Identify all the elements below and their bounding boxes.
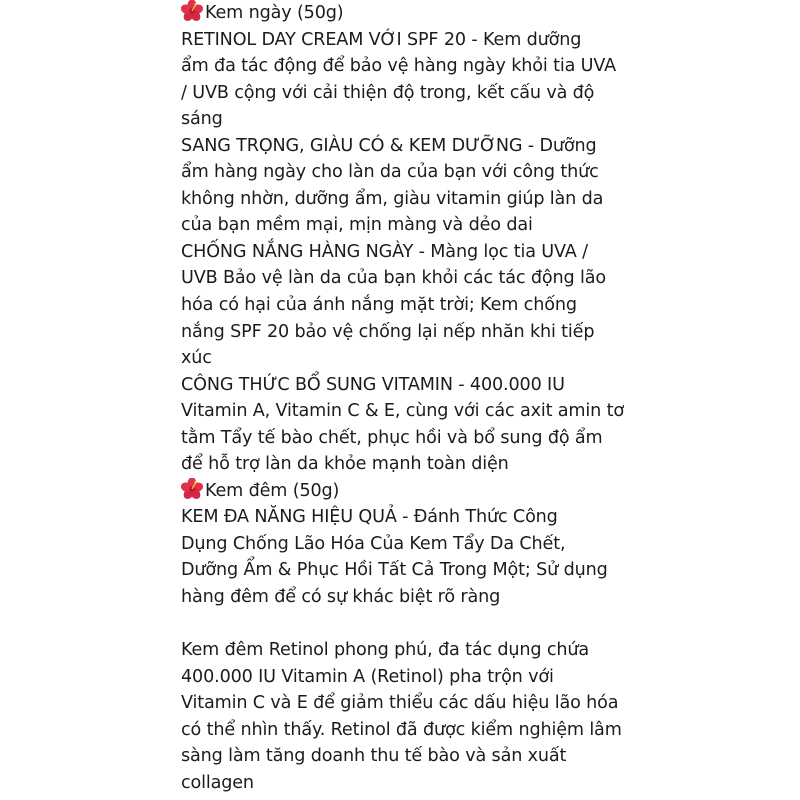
note-text-line bbox=[181, 239, 641, 266]
note-text-line bbox=[181, 27, 641, 54]
note-text-line bbox=[181, 372, 641, 399]
line-text: UVB Bảo vệ làn da của bạn khỏi các tác động lão bbox=[181, 268, 606, 289]
note-text-line bbox=[181, 717, 641, 744]
line-text: hàng đêm để có sự khác biệt rõ ràng bbox=[181, 587, 501, 608]
hibiscus-icon bbox=[181, 478, 203, 500]
note-text-line bbox=[181, 531, 641, 558]
line-text: ẩm hàng ngày cho làn da của bạn với công thức bbox=[181, 162, 599, 183]
line-text: xúc bbox=[181, 348, 212, 369]
line-text: SANG TRỌNG, GIÀU CÓ & KEM DƯỠNG - Dưỡng bbox=[181, 135, 597, 156]
note-text-line bbox=[181, 265, 641, 292]
note-text-line bbox=[181, 611, 641, 638]
note-text-line bbox=[181, 690, 641, 717]
note-text-line bbox=[181, 504, 641, 531]
note-text-line bbox=[181, 664, 641, 691]
line-text: của bạn mềm mại, mịn màng và dẻo dai bbox=[181, 215, 533, 236]
line-text: / UVB cộng với cải thiện độ trong, kết cấu và độ bbox=[181, 82, 595, 103]
hibiscus-icon bbox=[181, 0, 203, 22]
line-text: RETINOL DAY CREAM VỚI SPF 20 - Kem dưỡng bbox=[181, 29, 582, 50]
line-text: Dụng Chống Lão Hóa Của Kem Tẩy Da Chết, bbox=[181, 533, 566, 554]
line-text: Vitamin C và E để giảm thiểu các dấu hiệu lão hóa bbox=[181, 693, 619, 714]
note-text-line bbox=[181, 584, 641, 611]
note-text-line bbox=[181, 425, 641, 452]
note-text-body[interactable] bbox=[181, 0, 641, 796]
line-text: Vitamin A, Vitamin C & E, cùng với các axit amin tơ bbox=[181, 401, 624, 422]
note-text-line bbox=[181, 557, 641, 584]
line-text: CÔNG THỨC BỔ SUNG VITAMIN - 400.000 IU bbox=[181, 374, 565, 395]
line-text: Kem đêm (50g) bbox=[205, 480, 340, 501]
line-text: sàng làm tăng doanh thu tế bào và sản xuất bbox=[181, 746, 567, 767]
note-text-line bbox=[181, 292, 641, 319]
note-text-line bbox=[181, 212, 641, 239]
note-text-line bbox=[181, 159, 641, 186]
line-text: collagen bbox=[181, 772, 254, 793]
note-text-line bbox=[181, 451, 641, 478]
line-text: sáng bbox=[181, 109, 223, 130]
note-text-line bbox=[181, 345, 641, 372]
note-text-line bbox=[181, 743, 641, 770]
line-text: KEM ĐA NĂNG HIỆU QUẢ - Đánh Thức Công bbox=[181, 507, 558, 528]
note-text-line bbox=[181, 398, 641, 425]
line-text: Kem ngày (50g) bbox=[205, 3, 344, 23]
section-heading-line bbox=[181, 478, 641, 505]
note-text-line bbox=[181, 637, 641, 664]
note-text-line bbox=[181, 53, 641, 80]
note-text-line bbox=[181, 319, 641, 346]
line-text: có thể nhìn thấy. Retinol đã được kiểm nghiệm lâm bbox=[181, 719, 622, 740]
note-text-line bbox=[181, 80, 641, 107]
line-text: hóa có hại của ánh nắng mặt trời; Kem chống bbox=[181, 295, 577, 316]
note-text-line bbox=[181, 770, 641, 797]
line-text: tằm Tẩy tế bào chết, phục hồi và bổ sung độ ẩm bbox=[181, 427, 603, 448]
line-text: Dưỡng Ẩm & Phục Hồi Tất Cả Trong Một; Sử dụng bbox=[181, 560, 608, 581]
line-text: không nhờn, dưỡng ẩm, giàu vitamin giúp làn da bbox=[181, 188, 604, 209]
line-text: ẩm đa tác động để bảo vệ hàng ngày khỏi tia UVA bbox=[181, 56, 617, 77]
line-text: nắng SPF 20 bảo vệ chống lại nếp nhăn khi tiếp bbox=[181, 321, 595, 342]
line-text: 400.000 IU Vitamin A (Retinol) pha trộn với bbox=[181, 666, 554, 687]
line-text: để hỗ trợ làn da khỏe mạnh toàn diện bbox=[181, 454, 509, 475]
note-text-line bbox=[181, 106, 641, 133]
line-text: Kem đêm Retinol phong phú, đa tác dụng chứa bbox=[181, 640, 590, 661]
note-text-line bbox=[181, 133, 641, 160]
section-heading-line bbox=[181, 0, 641, 27]
note-text-line bbox=[181, 186, 641, 213]
line-text: CHỐNG NẮNG HÀNG NGÀY - Màng lọc tia UVA / bbox=[181, 241, 588, 262]
